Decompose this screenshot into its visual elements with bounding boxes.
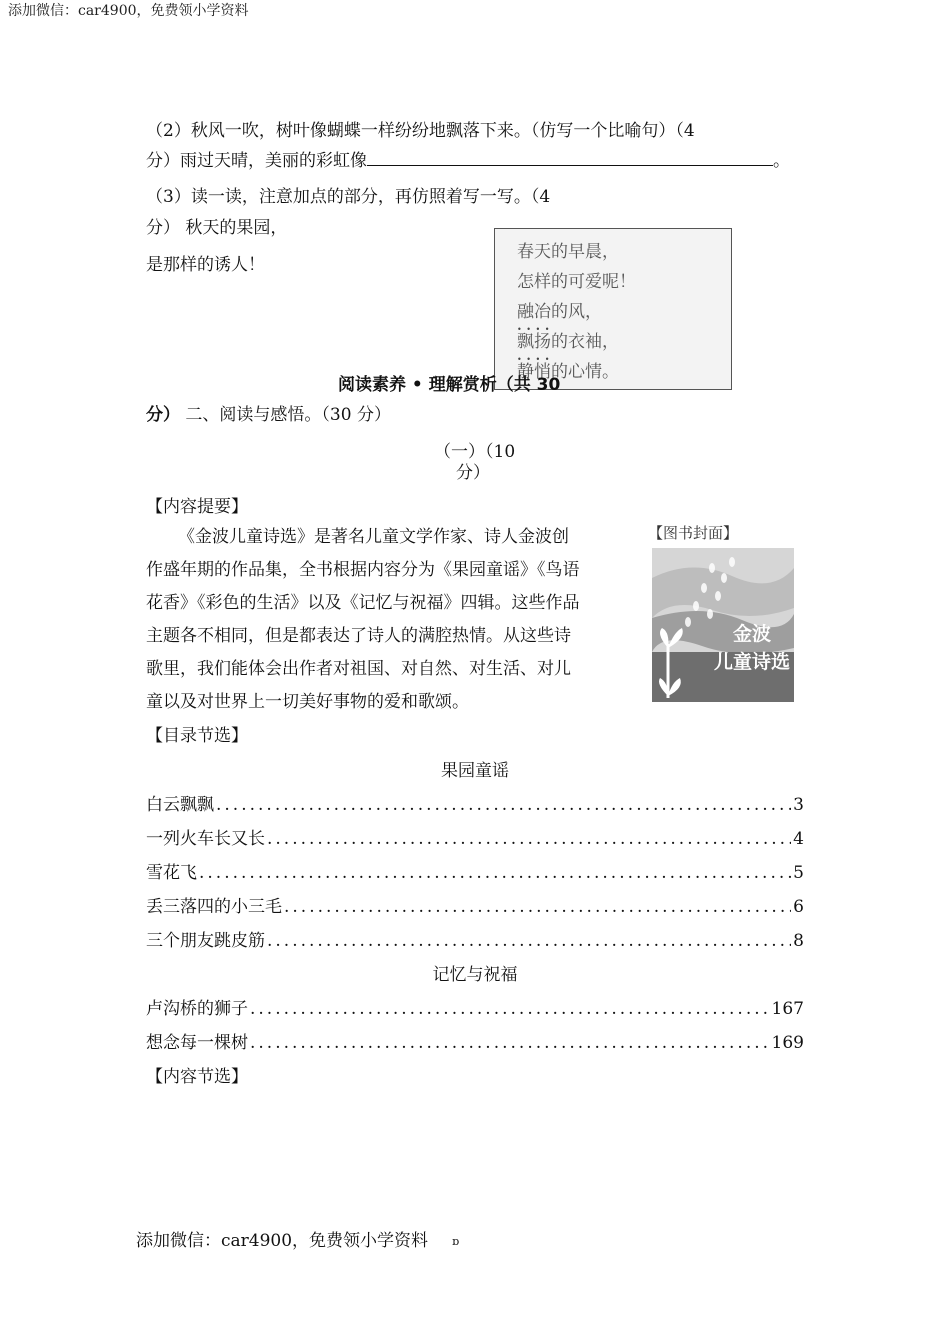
- section-instruction: 二、阅读与感悟。（30 分）: [180, 405, 391, 425]
- toc-leader-dots: [267, 829, 791, 849]
- summary-line: 作盛年期的作品集，全书根据内容分为《果园童谣》《鸟语: [146, 560, 580, 580]
- toc-entry[interactable]: [146, 892, 804, 917]
- summary-heading: 【内容提要】: [146, 497, 248, 517]
- toc-entry[interactable]: [146, 994, 804, 1019]
- summary-line: 主题各不相同，但是都表达了诗人的满腔热情。从这些诗: [146, 626, 571, 646]
- q2-line2: [146, 146, 790, 176]
- toc-entry[interactable]: [146, 790, 804, 815]
- page-header: 添加微信：car4900，免费领小学资料: [8, 3, 249, 19]
- footer-text: 添加微信：car4900，免费领小学资料: [136, 1231, 429, 1251]
- toc-heading: 【目录节选】: [146, 726, 248, 746]
- poem-line: 春天的早晨，: [517, 242, 619, 262]
- toc-entry-title: 白云飘飘: [146, 795, 214, 815]
- toc-entry-page: 169: [771, 1033, 804, 1053]
- toc-section-title: 果园童谣: [441, 761, 509, 781]
- toc-entry-title: 丢三落四的小三毛: [146, 897, 282, 917]
- cover-title-line: 金波: [733, 623, 772, 645]
- section-score-unit: 分）: [146, 405, 180, 425]
- summary-line: 童以及对世界上一切美好事物的爱和歌颂。: [146, 692, 469, 712]
- toc-leader-dots: [250, 999, 770, 1019]
- cover-label: 【图书封面】: [648, 524, 739, 542]
- toc-entry-page: 3: [793, 795, 804, 815]
- excerpt-heading: 【内容节选】: [146, 1067, 248, 1087]
- toc-entry[interactable]: [146, 926, 804, 951]
- toc-entry-title: 想念每一棵树: [146, 1033, 248, 1053]
- q3-line1: （3）读一读，注意加点的部分，再仿照着写一写。（4: [146, 187, 551, 207]
- toc-entry-title: 雪花飞: [146, 863, 197, 883]
- toc-leader-dots: [199, 863, 791, 883]
- toc-entry-page: 5: [793, 863, 804, 883]
- cover-illustration: [652, 548, 794, 702]
- poem-line: 怎样的可爱呢！: [517, 272, 636, 292]
- toc-entry-page: 167: [771, 999, 804, 1019]
- q3-line3: 是那样的诱人！: [146, 255, 265, 275]
- cover-title-line: 儿童诗选: [714, 651, 791, 673]
- q2-line1: （2）秋风一吹，树叶像蝴蝶一样纷纷地飘落下来。（仿写一个比喻句）（4: [146, 121, 695, 141]
- toc-leader-dots: [250, 1033, 770, 1053]
- q2-prefix: 分）雨过天晴，美丽的彩虹像: [146, 151, 367, 171]
- book-cover: [646, 518, 796, 706]
- toc-entry-page: 4: [793, 829, 804, 849]
- toc-entry[interactable]: [146, 1028, 804, 1053]
- toc-entry-title: 一列火车长又长: [146, 829, 265, 849]
- part-score: 分）: [456, 463, 490, 483]
- toc-leader-dots: [284, 897, 791, 917]
- footer-mark: ɒ: [452, 1235, 460, 1248]
- toc-entry-title: 三个朋友跳皮筋: [146, 931, 265, 951]
- section-subtitle: [146, 400, 391, 425]
- toc-entry-page: 6: [793, 897, 804, 917]
- toc-entry-title: 卢沟桥的狮子: [146, 999, 248, 1019]
- q2-suffix: 。: [773, 151, 790, 171]
- toc-leader-dots: [216, 795, 791, 815]
- summary-line: 《金波儿童诗选》是著名儿童文学作家、诗人金波创: [178, 527, 569, 547]
- part-number: （一）（10: [434, 442, 516, 462]
- poem-line-dotted: • • 飘扬的衣袖，: [517, 327, 619, 357]
- poem-line: 融冶的风，: [517, 302, 602, 322]
- q2-answer-blank[interactable]: [367, 147, 773, 166]
- poem-line-dotted: • • 静悄的心情。: [517, 357, 619, 387]
- cover-title: [714, 620, 790, 676]
- poem-example-box: [494, 228, 732, 390]
- toc-entry[interactable]: [146, 858, 804, 883]
- toc-leader-dots: [267, 931, 791, 951]
- summary-line: 歌里，我们能体会出作者对祖国、对自然、对生活、对儿: [146, 659, 571, 679]
- toc-section-title: 记忆与祝福: [432, 965, 518, 985]
- q3-line2: 分） 秋天的果园，: [146, 218, 288, 238]
- toc-entry[interactable]: [146, 824, 804, 849]
- toc-entry-page: 8: [793, 931, 804, 951]
- page-footer: [136, 1226, 459, 1251]
- summary-line: 花香》《彩色的生活》以及《记忆与祝福》四辑。这些作品: [146, 593, 580, 613]
- section-title: 阅读素养 • 理解赏析（共 30: [338, 375, 561, 395]
